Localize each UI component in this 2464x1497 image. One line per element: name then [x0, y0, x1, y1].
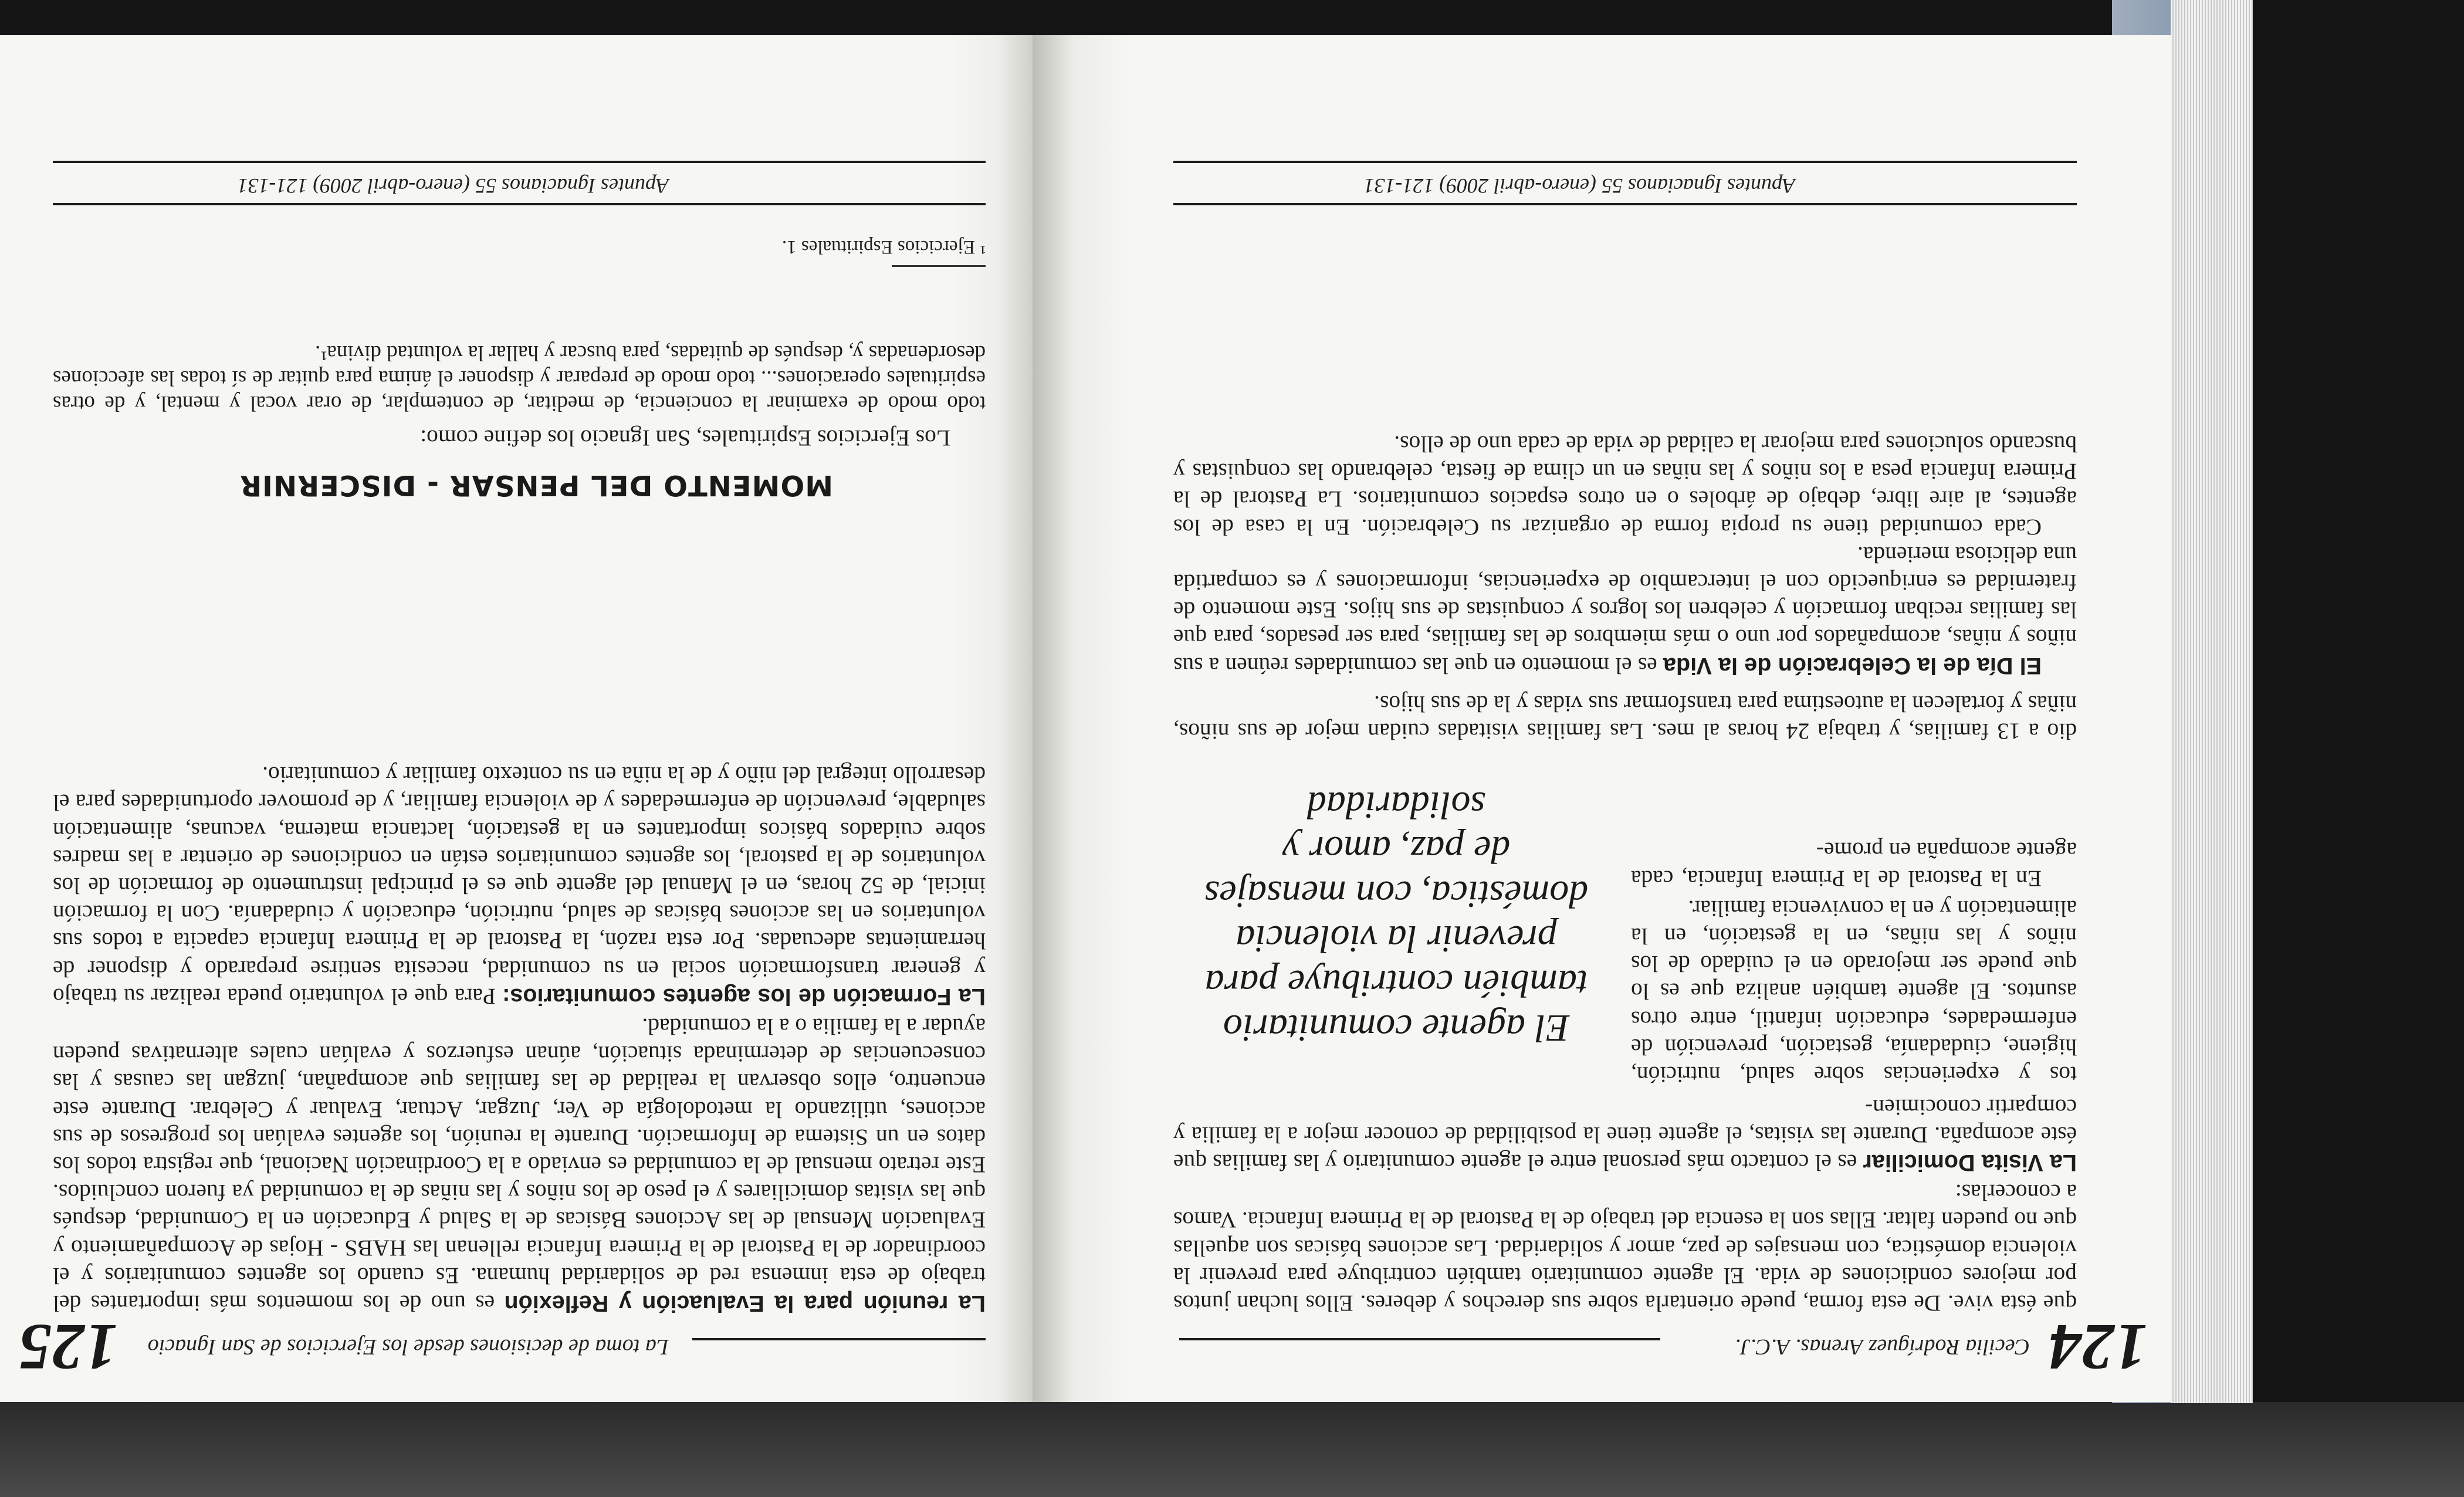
narrow-column [1631, 836, 2077, 1088]
paragraph-pastoral-cont: dio a 13 familias, y trabaja 24 horas al mes. Las familias visitadas cuidan mejor de sus niños, niñas y fortalecen la autoestima para transformar sus vidas y la de sus hijos. [1173, 690, 2077, 744]
text-column-2 [1173, 430, 2077, 745]
page-125-content [0, 35, 1033, 1402]
page-number: 125 [19, 1310, 117, 1383]
paragraph-visita-cont: tos y experiencias sobre salud, nutrición, higiene, ciudadanía, gestación, prevención de enfermedades, educación infantil, entre otros asuntos. El agente también analiza que es lo que puede ser mejorado en el cuidado de los niños y las niñas, en la gestación, en la alimentación y en la convivencia familiar. [1631, 895, 2077, 1088]
paragraph-comunidad: Cada comunidad tiene su propia forma de organizar su Celebración. En la casa de los agentes, al aire libre, debajo de árboles o en otros espacios comunitarios. La Pastoral de la Primera Infancia pesa a los niños y las niñas en un clima de fiesta, celebrando las conquistas y buscando soluciones para mejorar la calidad de vida de cada uno de ellos. [1173, 431, 2077, 540]
section-title: MOMENTO DEL PENSAR - DISCERNIR [239, 469, 833, 502]
paragraph-reunion [53, 1012, 986, 1317]
header-rule-right [1179, 1338, 1660, 1340]
running-header: Cecilia Rodríguez Arenas. A.C.J. [1735, 1335, 2030, 1359]
running-header: La toma de decisiones desde los Ejercicios de San Ignacio [147, 1335, 669, 1359]
page-124-content [1033, 35, 2171, 1402]
paragraph-reunion-text: es uno de los momentos más importantes del trabajo de esta inmensa red de solidaridad humana. Es cuando los agentes comunitarios y el coordinador de la Pastoral de la Primera Infancia rellenan las HABS - Hojas de Acompañamiento y Evaluación Mensual de las Acciones Básicas de la Salud y Educación en la Comunidad, después que las visitas domiciliares y el peso de los niños y las niñas de la comunidad ya fueron concluidos. Este retrato mensual de la comunidad es enviado a la Coordinación Nacional, que registra todos los datos en un Sistema de Información. Durante la reunión, los agentes evalúan los progresos de sus acciones, utilizando la metodología de Ver, Juzgar, Actuar, Evaluar y Celebrar. Durante este encuentro, ellos observan la realidad de las familias que acompañan, juzgan las causas y las consecuencias de determinada situación, aúnan esfuerzos y evalúan cuales alternativas pueden ayudar a la familia o a la comunidad. [52, 1013, 986, 1316]
footer-rule-top [53, 203, 986, 205]
paragraph-visita [1173, 1093, 2077, 1176]
footer-rule-bottom [53, 161, 986, 163]
subheading-visita: La Visita Domiciliar [1863, 1149, 2077, 1176]
ejercicios-quote: todo modo de examinar la conciencia, de meditar, de contemplar, de orar vocal y mental, y de otras espirituales operaciones... todo modo de preparar y disponer el ánima para quitar de sí todas las afecciones desordenadas y, después de quitadas, para buscar y hallar la voluntad divina¹. [53, 340, 986, 415]
page-124 [1033, 35, 2171, 1402]
text-column-2 [53, 340, 986, 452]
page-edges [2171, 0, 2253, 1403]
pull-quote: El agente comunitario también contribuye para prevenir la violencia doméstica, con mensajes de paz, amor y solidaridad [1204, 784, 1589, 1049]
paragraph-pastoral: En la Pastoral de la Primera Infancia, cada agente acompaña en prome- [1631, 838, 2077, 892]
footer-rule-top [1173, 203, 2077, 205]
page-number: 124 [2049, 1310, 2147, 1383]
paragraph-formacion [53, 761, 986, 1010]
footnote: ¹ Ejercicios Espirituales 1. [781, 236, 986, 258]
paragraph-celebracion [1173, 541, 2077, 679]
paragraph-visita-text: es el contacto más personal entre el agente comunitario y las familias que éste acompaña. Durante las visitas, el agente tiene la posibilidad de conocer mejor a la familia y compartir conocimien- [1173, 1094, 2077, 1176]
subheading-reunion: La reunión para la Evaluación y Reflexión [504, 1291, 986, 1316]
text-column [1173, 1093, 2077, 1317]
subheading-celebracion: El Día de la Celebración de la Vida [1663, 652, 2042, 679]
paragraph-celebracion-text: es el momento en que las comunidades reúnen a sus niños y niñas, acompañados por uno o más miembros de las familias, para ser pesados, para que las familias reciban formación y celebren los logros y conquistas de sus hijos. Este momento de fraternidad es enriquecido con el intercambio de experiencias, informaciones y es compartida una deliciosa merienda. [1173, 541, 2077, 679]
paragraph-formacion-text: Para que el voluntario pueda realizar su trabajo y generar transformación social en su comunidad, necesita sentirse preparado y disponer de herramientas adecuadas. Por esta razón, la Pastoral de la Primera Infancia capacita a todos sus voluntarios en las acciones básicas de salud, nutrición, educación y ciudadanía. Con la formación inicial, de 52 horas, en el Manual del agente que es el principal instrumento de formación de los voluntarios de la pastoral, los agentes comunitarios están en condiciones de orientar a las madres sobre cuidados básicos importantes en la gestación, lactancia materna, vacunas, alimentación saludable, prevención de enfermedades y de violencia familiar, y de promover oportunidades para el desarrollo integral del niño y de la niña en su contexto familiar y comunitario. [53, 762, 986, 1010]
subheading-formacion: La Formación de los agentes comunitarios: [502, 983, 986, 1010]
scanner-bed [0, 1402, 2464, 1497]
footnote-rule [892, 265, 986, 267]
text-column [53, 761, 986, 1317]
page-125 [0, 35, 1033, 1402]
footer-rule-bottom [1173, 161, 2077, 163]
paragraph-intro: que ésta vive. De esta forma, puede orientarla sobre sus derechos y deberes. Ellos luchan juntos por mejores condiciones de vida. El agente comunitario también contribuye para prevenir la violencia doméstica, con mensajes de paz, amor y solidaridad. Las acciones básicas son aquellas que no pueden faltar. Ellas son la esencia del trabajo de la Pastoral de la Primera Infancia. Vamos a conocerlas: [1173, 1180, 2077, 1316]
footer-citation: Apuntes Ignacianos 55 (enero-abril 2009) 121-131 [237, 174, 669, 198]
paragraph-ejercicios: Los Ejercicios Espirituales, San Ignacio los define como: [420, 425, 950, 451]
header-rule-left [692, 1338, 986, 1340]
footer-citation: Apuntes Ignacianos 55 (enero-abril 2009) 121-131 [1363, 174, 1795, 198]
